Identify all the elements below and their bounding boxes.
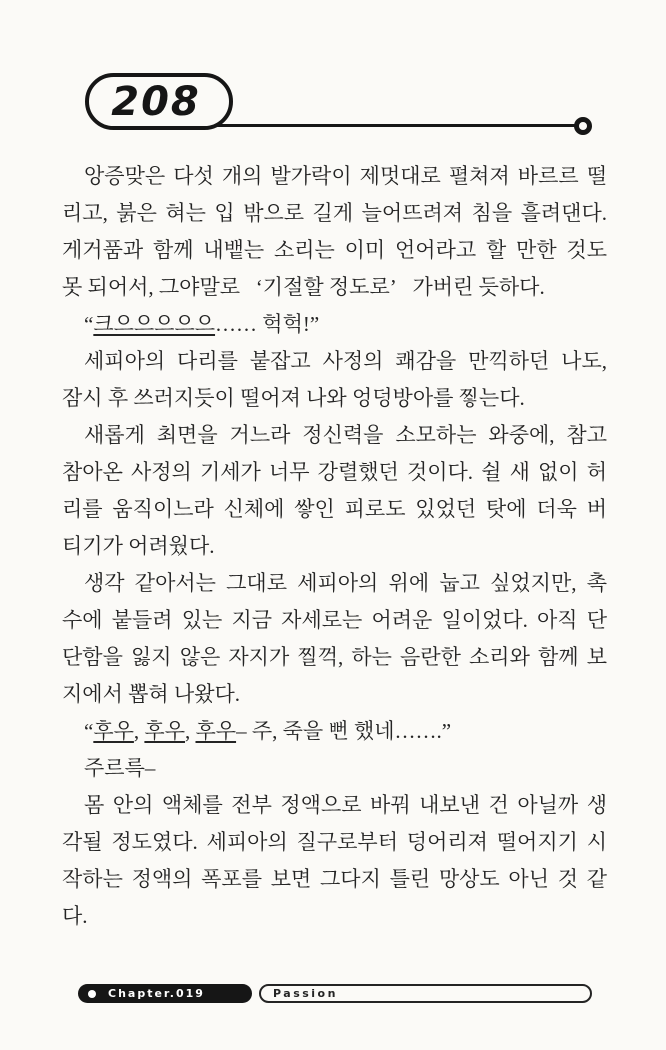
footer-chapter-label: Chapter.019 bbox=[108, 986, 205, 1000]
footer-section-badge bbox=[259, 984, 592, 1003]
body-line bbox=[62, 787, 607, 824]
text-segment: 티기가 어려웠다. bbox=[62, 534, 215, 558]
body-line bbox=[62, 602, 607, 639]
underlined-text: 크으으으으으 bbox=[93, 312, 216, 336]
body-line bbox=[62, 750, 607, 787]
header-rule bbox=[170, 124, 582, 127]
page-number: 208 bbox=[111, 78, 201, 125]
footer-section-label: Passion bbox=[273, 986, 338, 1000]
underlined-text: 후우 bbox=[93, 719, 134, 743]
body-line bbox=[62, 565, 607, 602]
text-segment: 앙증맞은 다섯 개의 발가락이 제멋대로 펼쳐져 바르르 떨 bbox=[84, 164, 607, 188]
body-line bbox=[62, 269, 607, 306]
text-segment: 못 되어서, 그야말로 ‘기절할 정도로’ 가버린 듯하다. bbox=[62, 275, 545, 299]
text-segment: – 주, 죽을 뻔 했네…….” bbox=[236, 719, 452, 743]
footer-chapter-badge bbox=[78, 984, 252, 1003]
body-line bbox=[62, 417, 607, 454]
text-segment: 잠시 후 쓰러지듯이 떨어져 나와 엉덩방아를 찧는다. bbox=[62, 386, 525, 410]
text-segment: 몸 안의 액체를 전부 정액으로 바꿔 내보낸 건 아닐까 생 bbox=[84, 793, 607, 817]
text-segment: 단함을 잃지 않은 자지가 찔꺽, 하는 음란한 소리와 함께 보 bbox=[62, 645, 607, 669]
text-segment: 작하는 정액의 폭포를 보면 그다지 틀린 망상도 아닌 것 같 bbox=[62, 867, 607, 891]
text-segment: 주르륵– bbox=[84, 756, 156, 780]
body-line bbox=[62, 343, 607, 380]
text-segment: 세피아의 다리를 붙잡고 사정의 쾌감을 만끽하던 나도, bbox=[84, 349, 607, 373]
body-line bbox=[62, 158, 607, 195]
text-segment: 참아온 사정의 기세가 너무 강렬했던 것이다. 쉴 새 없이 허 bbox=[62, 460, 607, 484]
text-segment: 리를 움직이느라 신체에 쌓인 피로도 있었던 탓에 더욱 버 bbox=[62, 497, 607, 521]
body-line bbox=[62, 861, 607, 898]
text-segment: 지에서 뽑혀 나왔다. bbox=[62, 682, 241, 706]
body-line bbox=[62, 232, 607, 269]
text-segment: 생각 같아서는 그대로 세피아의 위에 눕고 싶었지만, 촉 bbox=[84, 571, 607, 595]
text-segment: …… 헉헉!” bbox=[215, 312, 320, 336]
underlined-text: 후우 bbox=[144, 719, 185, 743]
body-line bbox=[62, 898, 607, 935]
body-line bbox=[62, 528, 607, 565]
text-segment: 수에 붙들려 있는 지금 자세로는 어려운 일이었다. 아직 단 bbox=[62, 608, 607, 632]
text-segment: 새롭게 최면을 거느라 정신력을 소모하는 와중에, 참고 bbox=[84, 423, 607, 447]
page-number-badge bbox=[85, 73, 233, 130]
text-segment: “ bbox=[84, 312, 94, 336]
body-line bbox=[62, 713, 607, 750]
body-line bbox=[62, 639, 607, 676]
text-segment: 다. bbox=[62, 904, 88, 928]
body-line bbox=[62, 676, 607, 713]
body-line bbox=[62, 306, 607, 343]
body-line bbox=[62, 380, 607, 417]
text-segment: 리고, 붉은 혀는 입 밖으로 길게 늘어뜨려져 침을 흘려댄다. bbox=[62, 201, 607, 225]
text-segment: 게거품과 함께 내뱉는 소리는 이미 언어라고 할 만한 것도 bbox=[62, 238, 607, 262]
underlined-text: 후우 bbox=[195, 719, 237, 743]
body-line bbox=[62, 491, 607, 528]
text-segment: , bbox=[184, 719, 196, 743]
body-line bbox=[62, 454, 607, 491]
header-rule-end-circle-icon bbox=[574, 117, 592, 135]
bullet-circle-icon bbox=[88, 990, 96, 998]
body-line bbox=[62, 824, 607, 861]
text-segment: , bbox=[133, 719, 145, 743]
body-line bbox=[62, 195, 607, 232]
body-text bbox=[62, 158, 607, 935]
text-segment: “ bbox=[84, 719, 94, 743]
text-segment: 각될 정도였다. 세피아의 질구로부터 덩어리져 떨어지기 시 bbox=[62, 830, 607, 854]
